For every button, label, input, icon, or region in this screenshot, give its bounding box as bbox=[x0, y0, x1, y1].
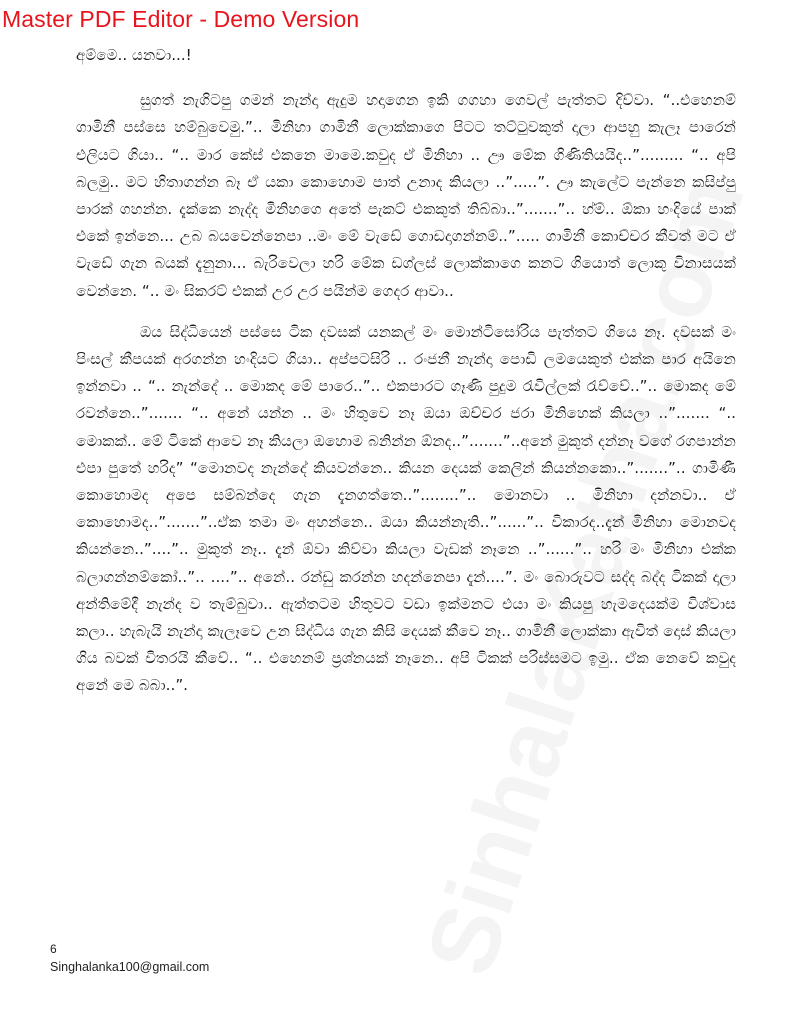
demo-version-watermark: Master PDF Editor - Demo Version bbox=[2, 6, 360, 32]
footer-email: Singhalanka100@gmail.com bbox=[50, 960, 210, 974]
paragraph-2: ඔය සිද්ධියෙන් පස්සෙ ටික දවසක් යනකල් මං මොන්ටිසෝරිය පැත්තට ගියෙ නෑ. දවසක් මං පිංසල් කීපයක් අරගන්න හංදියට ගියා.. අප්පටසිරි .. රංජනී නැන්දා පොඩි ලමයෙකුත් එක්ක පාර අයිනෙ ඉන්නවා .. “.. නැන්දේ .. මොකද මේ පාරෙ..”.. එකපාරට ගෑණි පුදුම රැවිල්ලක් රැව්වේ..”.. මොකද මේ රවන්නෙ..”....... “.. අනේ යන්න .. මං හිතුවෙ නෑ ඔයා ඔච්චර ජරා මිනිහෙක් කියලා ..”....... “.. මොකක්.. මේ ටිකේ ආවෙ නෑ කියලා ඔහොම බනින්න ඕනද..”.......”..අනේ මුකුත් දන්නෑ වගේ රගපාන්න එපා පුතේ හරිද” “මොනවද නැන්දේ කියවන්නෙ.. කියන දෙයක් කෙලින් කියන්නකො..”.......”.. ගාමිණී කොහොමද අපෙ සම්බන්දෙ ගැන දැනගත්තෙ..”........”.. මොනවා .. මිනිහා දන්නවා.. ඒ කොහොමද..”.......”..ඒක තමා මං අහන්නෙ.. ඔයා කියන්නැති..”......”.. විකාරද..දැන් මිනිහා මොනවද කියන්නෙ..”....”.. මුකුත් නෑ.. දැන් ඕවා කිව්වා කියලා වැඩක් නෑනෙ ..”......”.. හරි මං මිනිහා එක්ක බලාගන්නම්කෝ..”.. ....”.. අනේ.. රන්ඩු කරන්න හදන්නෙපා දැන්....”. මං බොරුවට සද්ද බද්ද ටිකක් දාලා අන්තිමේදී නැන්ද ව තැම්බුවා.. ඇත්තටම හිතුවට වඩා ඉක්මනට එයා මං කියපු හැමදෙයක්ම විශ්වාස කලා.. හැබැයි නැන්දා කැලෑවෙ උන සිද්ධිය ගැන කිසි දෙයක් කීවෙ නෑ.. ගාමිනී ලොක්කා ඇවිත් දොස් කියලා ගිය බවක් විතරයි කීවේ.. “.. එහෙනම් ප්‍රශ්නයක් නෑනෙ.. අපි ටිකක් පරිස්සමට ඉමු.. ඒක නෙවේ කවුද අනේ මෙ බබා..”. bbox=[76, 322, 736, 695]
paragraph-1: සුගත් නැගිටපු ගමන් නැන්දා ඇදුම හදාගෙන ඉකි ගගහා ගෙවල් පැත්තට දිව්වා. “..එහෙනම් ගාමිනී පස්සෙ හම්බුවෙමු.”.. මිනිහා ගාමිනී ලොක්කාගෙ පිටට තට්ටුවකුත් දාලා ආපහු කැලෑ පාරෙන් එලියට ගියා.. “.. මාර කේස් එකනෙ මාමෙ.කවුද ඒ මිනිහා .. ඌ මේක ගිණිතියයිද..”......... “.. අපි බලමු.. මට හිතාගන්න බෑ ඒ යකා කොහොම පාත් උනාද කියලා ..”.....”. ඌ කැලේට පැන්නෙ කසිප්පු පාරක් ගහන්න. දැක්කෙ නැද්ද මිනිහගෙ අතේ පැකට් එකකුත් තිබ්බා..”.......”.. හ්ම්.. ඕකා හංදියේ පාක් එකේ ඉන්නෙ... උබ බයවෙන්නෙපා ..මං මේ වැඩේ ගොඩදාගන්නම්..”..... ගාමිනී කොච්චර කීවත් මට ඒ වැඩේ ගැන බයක් දැනුනා... බැරිවෙලා හරි මේක ඩග්ලස් ලොක්කාගෙ කනට ගියොත් ලොකු විනාසයක් වෙන්නෙ. “.. මං සිකරට් එකක් උර උර පයින්ම ගෙදර ආවා.. bbox=[76, 91, 736, 300]
story-body bbox=[76, 42, 736, 700]
opening-line: අම්මෙ.. යනවා...! bbox=[76, 46, 192, 64]
page-number: 6 bbox=[50, 942, 57, 956]
